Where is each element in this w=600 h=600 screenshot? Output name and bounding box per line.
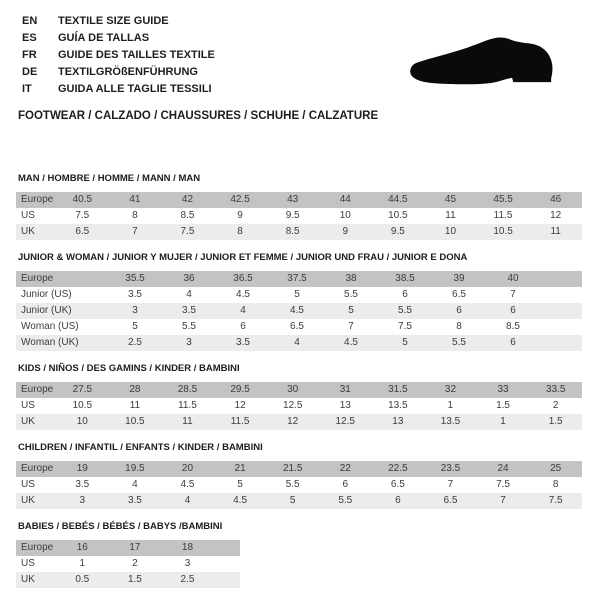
table-cell: 12.5	[335, 416, 355, 427]
table-cell: 10	[339, 210, 351, 221]
filler-cell	[540, 271, 582, 287]
table-cell: 4	[132, 479, 138, 490]
table-cell: 13.5	[388, 400, 408, 411]
table-cell: 10.5	[125, 416, 145, 427]
table-cell: 7.5	[75, 210, 90, 221]
size-table	[16, 382, 582, 430]
table-cell: 5.5	[182, 321, 196, 332]
table-cell: 43	[287, 194, 299, 205]
row-label: UK	[21, 416, 35, 427]
table-cell: 2	[132, 558, 138, 569]
section-title: BABIES / BEBÉS / BÉBÉS / BABYS /BAMBINI	[18, 521, 223, 532]
table-row	[16, 192, 582, 208]
table-cell: 6	[395, 495, 401, 506]
table-cell: 10	[76, 416, 88, 427]
filler-cell	[540, 319, 582, 335]
table-cell: 41	[129, 194, 141, 205]
section-title: CHILDREN / INFANTIL / ENFANTS / KINDER / BAMBINI	[18, 442, 263, 453]
table-cell: 3.5	[236, 337, 250, 348]
table-cell: 23.5	[440, 463, 461, 474]
table-cell: 7	[447, 479, 454, 490]
table-cell: 27.5	[72, 384, 93, 395]
table-cell: 19.5	[125, 463, 145, 474]
table-cell: 1.5	[496, 400, 510, 411]
table-cell: 6.5	[443, 495, 458, 506]
table-cell: 11	[550, 226, 561, 237]
table-cell: 42	[181, 194, 194, 205]
row-label: Woman (US)	[21, 321, 79, 332]
table-cell: 7.5	[180, 226, 195, 237]
table-cell: 11	[445, 210, 456, 221]
table-cell: 13	[392, 416, 404, 427]
section-title: KIDS / NIÑOS / DES GAMINS / KINDER / BAMBINI	[18, 363, 240, 374]
table-cell: 4.5	[180, 479, 195, 490]
table-cell: 8.5	[285, 226, 300, 237]
filler-cell	[540, 303, 582, 319]
table-cell: 5.5	[338, 495, 353, 506]
table-cell: 13.5	[440, 416, 461, 427]
language-label: GUÍA DE TALLAS	[58, 32, 150, 44]
table-cell: 5	[289, 495, 296, 506]
table-cell: 12	[234, 400, 246, 411]
size-table	[16, 540, 240, 588]
table-row	[16, 572, 240, 588]
table-cell: 22.5	[388, 463, 408, 474]
table-cell: 5.5	[398, 305, 412, 316]
table-cell: 7	[500, 495, 506, 506]
table-cell: 4	[186, 289, 192, 300]
table-cell: 21.5	[282, 463, 303, 474]
table-cell: 10.5	[72, 400, 93, 411]
language-code: DE	[22, 66, 38, 78]
page-header	[0, 0, 600, 123]
filler-cell	[214, 540, 240, 556]
table-cell: 11.5	[178, 400, 197, 411]
size-guide-sections	[16, 173, 600, 588]
table-cell: 6	[456, 305, 462, 316]
table-cell: 17	[129, 542, 141, 553]
filler-cell	[540, 335, 582, 351]
table-cell: 2.5	[128, 337, 142, 348]
row-label: UK	[21, 226, 35, 237]
table-cell: 9.5	[285, 210, 300, 221]
table-cell: 44	[339, 194, 351, 205]
size-section-3	[16, 442, 600, 509]
table-cell: 6	[342, 479, 349, 490]
table-cell: 0.5	[75, 574, 90, 585]
table-row	[16, 208, 582, 224]
table-cell: 5	[237, 479, 243, 490]
table-cell: 38	[345, 273, 357, 284]
table-cell: 3	[186, 337, 192, 348]
row-label: Europe	[21, 273, 54, 284]
table-cell: 4.5	[290, 305, 304, 316]
row-label: UK	[21, 574, 35, 585]
table-cell: 46	[550, 194, 562, 205]
size-section-0	[16, 173, 600, 240]
table-cell: 6.5	[290, 321, 304, 332]
table-cell: 19	[76, 463, 88, 474]
table-cell: 10.5	[388, 210, 408, 221]
row-label: US	[21, 210, 35, 221]
table-cell: 21	[234, 463, 246, 474]
table-cell: 3.5	[182, 305, 196, 316]
table-cell: 5	[348, 305, 354, 316]
section-title: JUNIOR & WOMAN / JUNIOR Y MUJER / JUNIOR ET FEMME / JUNIOR UND FRAU / JUNIOR E DONA	[18, 252, 468, 263]
table-row	[16, 382, 582, 398]
language-code: IT	[22, 83, 32, 95]
row-label: UK	[21, 495, 35, 506]
shoe-icon	[390, 18, 588, 104]
table-cell: 6.5	[75, 226, 90, 237]
table-cell: 5	[132, 321, 138, 332]
size-table	[16, 192, 582, 240]
table-cell: 9	[237, 210, 243, 221]
table-row	[16, 461, 582, 477]
table-row	[16, 477, 582, 493]
filler-cell	[214, 556, 240, 572]
table-cell: 4	[184, 495, 191, 506]
table-cell: 7.5	[398, 321, 412, 332]
filler-cell	[540, 287, 582, 303]
table-cell: 6.5	[390, 479, 405, 490]
table-cell: 5.5	[344, 289, 358, 300]
table-cell: 6	[402, 289, 408, 300]
table-cell: 24	[497, 463, 509, 474]
table-cell: 2.5	[180, 574, 195, 585]
table-cell: 1	[500, 416, 506, 427]
row-label: Europe	[21, 542, 54, 553]
table-cell: 9.5	[390, 226, 405, 237]
table-cell: 3	[184, 558, 191, 569]
table-cell: 1	[79, 558, 86, 569]
table-cell: 35.5	[125, 273, 145, 284]
table-row	[16, 319, 582, 335]
table-cell: 8	[552, 479, 559, 490]
table-cell: 40.5	[72, 194, 93, 205]
table-cell: 38.5	[395, 273, 415, 284]
table-cell: 6.5	[452, 289, 466, 300]
table-cell: 12	[287, 416, 299, 427]
table-cell: 1.5	[127, 574, 142, 585]
table-cell: 6	[510, 337, 516, 348]
table-cell: 7.5	[548, 495, 563, 506]
row-label: Woman (UK)	[21, 337, 79, 348]
table-row	[16, 540, 240, 556]
table-cell: 3.5	[127, 495, 142, 506]
table-cell: 8	[237, 226, 243, 237]
table-cell: 29.5	[230, 384, 250, 395]
table-cell: 12.5	[282, 400, 303, 411]
row-label: US	[21, 400, 35, 411]
table-row	[16, 287, 582, 303]
table-row	[16, 414, 582, 430]
table-row	[16, 224, 582, 240]
table-cell: 30	[287, 384, 299, 395]
table-cell: 31.5	[388, 384, 408, 395]
table-cell: 11.5	[493, 210, 513, 221]
table-cell: 7	[348, 321, 354, 332]
language-label: TEXTILE SIZE GUIDE	[58, 15, 169, 27]
size-section-1	[16, 252, 600, 351]
table-cell: 18	[181, 542, 194, 553]
table-row	[16, 493, 582, 509]
table-cell: 16	[76, 542, 88, 553]
table-cell: 7.5	[496, 479, 510, 490]
table-cell: 6	[510, 305, 516, 316]
language-code: EN	[22, 15, 38, 27]
row-label: Europe	[21, 463, 54, 474]
size-section-4	[16, 521, 600, 588]
table-cell: 3.5	[75, 479, 90, 490]
table-cell: 33	[497, 384, 509, 395]
table-cell: 1.5	[548, 416, 563, 427]
language-label: TEXTILGRÖßENFÜHRUNG	[58, 66, 198, 78]
table-cell: 9	[342, 226, 349, 237]
row-label: US	[21, 479, 35, 490]
row-label: Europe	[21, 194, 54, 205]
table-cell: 8.5	[506, 321, 520, 332]
table-cell: 11	[182, 416, 193, 427]
table-cell: 45	[444, 194, 457, 205]
table-cell: 7	[132, 226, 138, 237]
size-table	[16, 271, 582, 351]
table-cell: 5.5	[452, 337, 466, 348]
table-cell: 45.5	[493, 194, 513, 205]
row-label: Europe	[21, 384, 54, 395]
section-title: MAN / HOMBRE / HOMME / MANN / MAN	[18, 173, 201, 184]
table-cell: 10	[444, 226, 457, 237]
table-cell: 3.5	[128, 289, 142, 300]
table-row	[16, 271, 582, 287]
table-cell: 7	[510, 289, 516, 300]
table-cell: 20	[181, 463, 194, 474]
table-cell: 40	[507, 273, 519, 284]
language-label: GUIDE DES TAILLES TEXTILE	[58, 49, 215, 61]
table-cell: 44.5	[388, 194, 408, 205]
table-cell: 4	[294, 337, 300, 348]
table-cell: 25	[550, 463, 562, 474]
table-cell: 28.5	[177, 384, 198, 395]
table-cell: 1	[447, 400, 454, 411]
table-cell: 5	[294, 289, 300, 300]
table-row	[16, 303, 582, 319]
table-cell: 36	[183, 273, 195, 284]
table-row	[16, 398, 582, 414]
table-cell: 3	[79, 495, 86, 506]
table-cell: 3	[132, 305, 138, 316]
table-cell: 13	[339, 400, 351, 411]
row-label: Junior (UK)	[21, 305, 72, 316]
table-cell: 6	[240, 321, 246, 332]
table-cell: 8	[456, 321, 462, 332]
table-row	[16, 335, 582, 351]
table-cell: 11.5	[230, 416, 250, 427]
table-cell: 4	[240, 305, 246, 316]
size-table	[16, 461, 582, 509]
table-cell: 31	[339, 384, 351, 395]
table-cell: 22	[339, 463, 351, 474]
size-section-2	[16, 363, 600, 430]
table-cell: 4.5	[236, 289, 250, 300]
table-cell: 39	[453, 273, 465, 284]
language-label: GUIDA ALLE TAGLIE TESSILI	[58, 83, 212, 95]
table-cell: 36.5	[233, 273, 253, 284]
row-label: Junior (US)	[21, 289, 72, 300]
table-cell: 42.5	[230, 194, 250, 205]
category-title: FOOTWEAR / CALZADO / CHAUSSURES / SCHUHE / CALZATURE	[18, 110, 379, 122]
table-cell: 8	[132, 210, 138, 221]
table-cell: 28	[129, 384, 141, 395]
filler-cell	[214, 572, 240, 588]
table-cell: 33.5	[545, 384, 566, 395]
table-cell: 5	[402, 337, 408, 348]
language-code: ES	[22, 32, 37, 44]
table-cell: 10.5	[493, 226, 513, 237]
table-cell: 5.5	[285, 479, 300, 490]
language-code: FR	[22, 49, 37, 61]
table-cell: 4.5	[344, 337, 358, 348]
table-cell: 11	[129, 400, 141, 411]
table-cell: 12	[550, 210, 562, 221]
row-label: US	[21, 558, 35, 569]
table-cell: 4.5	[233, 495, 248, 506]
table-row	[16, 556, 240, 572]
table-cell: 8.5	[180, 210, 195, 221]
table-cell: 37.5	[287, 273, 307, 284]
table-cell: 2	[552, 400, 559, 411]
table-cell: 32	[444, 384, 457, 395]
